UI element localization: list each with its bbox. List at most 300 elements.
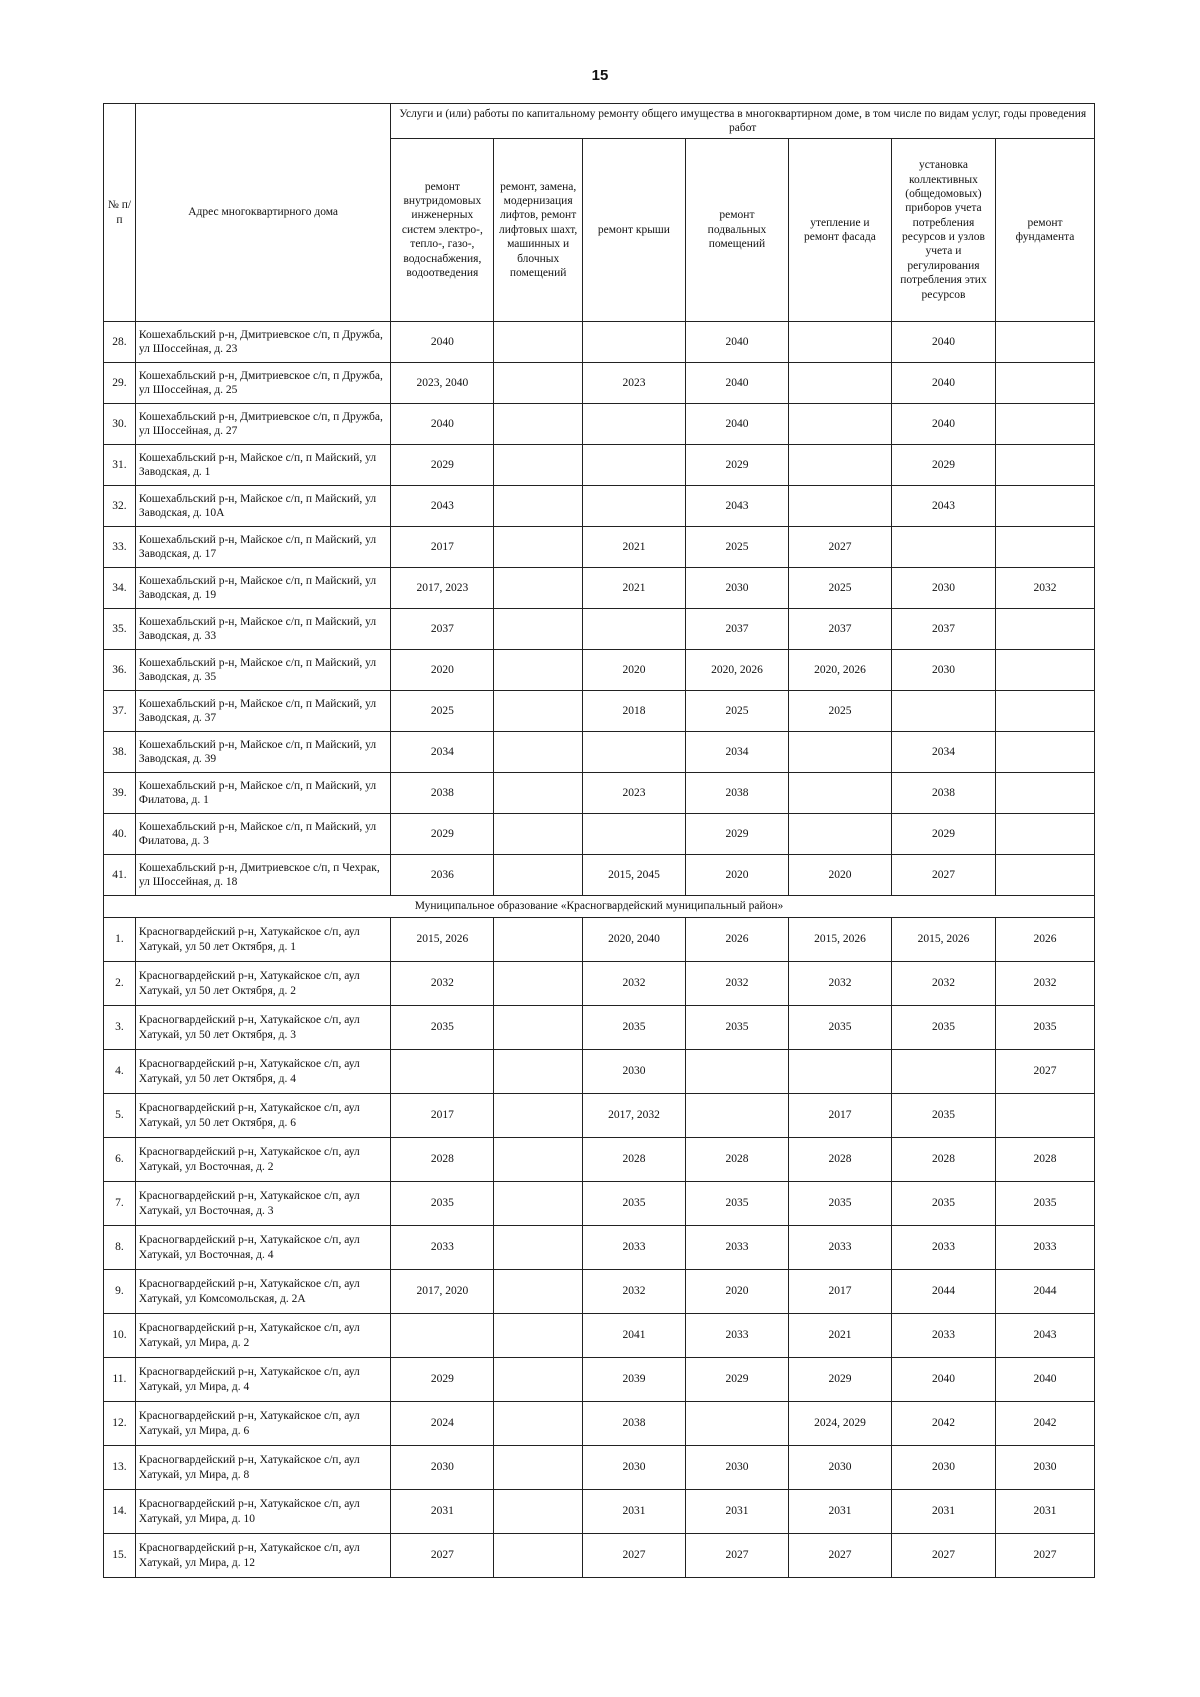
row-value <box>788 363 891 404</box>
row-number: 10. <box>104 1314 136 1358</box>
row-value: 2033 <box>391 1226 494 1270</box>
row-value <box>582 404 685 445</box>
row-value: 2017 <box>391 527 494 568</box>
row-value: 2030 <box>995 1446 1094 1490</box>
row-value: 2032 <box>995 568 1094 609</box>
row-value <box>582 486 685 527</box>
row-value: 2033 <box>995 1226 1094 1270</box>
row-value: 2033 <box>891 1314 995 1358</box>
table-row <box>104 1006 1095 1050</box>
row-value <box>391 1050 494 1094</box>
row-value: 2043 <box>891 486 995 527</box>
row-value <box>995 855 1094 896</box>
table-row <box>104 855 1095 896</box>
table-row <box>104 1094 1095 1138</box>
table-row <box>104 1358 1095 1402</box>
row-value: 2020, 2026 <box>685 650 788 691</box>
row-value: 2028 <box>685 1138 788 1182</box>
row-address: Красногвардейский р-н, Хатукайское с/п, аул Хатукай, ул Мира, д. 4 <box>135 1358 390 1402</box>
row-value <box>685 1050 788 1094</box>
capital-repair-table <box>103 103 1095 1578</box>
row-value <box>494 1270 583 1314</box>
row-value: 2030 <box>582 1050 685 1094</box>
table-body-krasnogvardeysky <box>104 918 1095 1578</box>
row-value <box>494 609 583 650</box>
row-value: 2020, 2026 <box>788 650 891 691</box>
table-row <box>104 486 1095 527</box>
row-value: 2035 <box>391 1006 494 1050</box>
table-row <box>104 609 1095 650</box>
row-value: 2035 <box>788 1006 891 1050</box>
table-row <box>104 363 1095 404</box>
table-row <box>104 773 1095 814</box>
row-value: 2030 <box>788 1446 891 1490</box>
row-value <box>494 1182 583 1226</box>
row-value: 2040 <box>891 404 995 445</box>
row-value: 2030 <box>582 1446 685 1490</box>
row-number: 30. <box>104 404 136 445</box>
row-number: 39. <box>104 773 136 814</box>
row-value <box>494 363 583 404</box>
row-value <box>582 609 685 650</box>
row-number: 33. <box>104 527 136 568</box>
row-value: 2031 <box>391 1490 494 1534</box>
row-value: 2020, 2040 <box>582 918 685 962</box>
row-value: 2021 <box>582 568 685 609</box>
row-address: Красногвардейский р-н, Хатукайское с/п, аул Хатукай, ул Мира, д. 10 <box>135 1490 390 1534</box>
row-value <box>995 814 1094 855</box>
row-value: 2033 <box>685 1226 788 1270</box>
row-address: Кошехабльский р-н, Майское с/п, п Майский, ул Заводская, д. 37 <box>135 691 390 732</box>
row-address: Кошехабльский р-н, Дмитриевское с/п, п Дружба, ул Шоссейная, д. 27 <box>135 404 390 445</box>
row-number: 6. <box>104 1138 136 1182</box>
row-address: Красногвардейский р-н, Хатукайское с/п, аул Хатукай, ул 50 лет Октября, д. 3 <box>135 1006 390 1050</box>
row-address: Кошехабльский р-н, Майское с/п, п Майский, ул Заводская, д. 19 <box>135 568 390 609</box>
row-value: 2025 <box>788 691 891 732</box>
table-row <box>104 404 1095 445</box>
row-address: Красногвардейский р-н, Хатукайское с/п, аул Хатукай, ул 50 лет Октября, д. 6 <box>135 1094 390 1138</box>
row-value: 2034 <box>891 732 995 773</box>
row-value: 2032 <box>891 962 995 1006</box>
row-value: 2030 <box>685 568 788 609</box>
table-row <box>104 1446 1095 1490</box>
header-col-meters: установка коллективных (общедомовых) приборов учета потребления ресурсов и узлов учета и регулирования потребления этих ресурсов <box>891 139 995 322</box>
row-number: 9. <box>104 1270 136 1314</box>
header-col-engineering: ремонт внутридомовых инженерных систем электро-, тепло-, газо-, водоснабжения, водоотведения <box>391 139 494 322</box>
row-number: 37. <box>104 691 136 732</box>
row-value: 2027 <box>391 1534 494 1578</box>
row-value: 2040 <box>685 322 788 363</box>
row-value <box>494 404 583 445</box>
table-row <box>104 1534 1095 1578</box>
row-address: Красногвардейский р-н, Хатукайское с/п, аул Хатукай, ул 50 лет Октября, д. 1 <box>135 918 390 962</box>
row-value: 2040 <box>891 322 995 363</box>
header-col-roof: ремонт крыши <box>582 139 685 322</box>
table-row <box>104 568 1095 609</box>
row-value: 2040 <box>391 322 494 363</box>
row-value: 2029 <box>685 445 788 486</box>
row-value <box>494 962 583 1006</box>
row-address: Красногвардейский р-н, Хатукайское с/п, аул Хатукай, ул Восточная, д. 2 <box>135 1138 390 1182</box>
row-number: 12. <box>104 1402 136 1446</box>
row-value: 2015, 2026 <box>891 918 995 962</box>
row-value <box>494 322 583 363</box>
row-value <box>995 773 1094 814</box>
row-number: 13. <box>104 1446 136 1490</box>
table-row <box>104 1226 1095 1270</box>
row-number: 8. <box>104 1226 136 1270</box>
row-value: 2017 <box>788 1270 891 1314</box>
row-value: 2044 <box>995 1270 1094 1314</box>
row-value: 2021 <box>582 527 685 568</box>
row-value: 2032 <box>391 962 494 1006</box>
row-value: 2036 <box>391 855 494 896</box>
row-value: 2040 <box>391 404 494 445</box>
row-value: 2035 <box>891 1182 995 1226</box>
row-address: Кошехабльский р-н, Дмитриевское с/п, п Чехрак, ул Шоссейная, д. 18 <box>135 855 390 896</box>
row-value <box>788 814 891 855</box>
row-value: 2035 <box>685 1006 788 1050</box>
row-value: 2020 <box>391 650 494 691</box>
header-address: Адрес многоквартирного дома <box>135 104 390 322</box>
row-value: 2026 <box>685 918 788 962</box>
row-value <box>494 1534 583 1578</box>
row-value: 2042 <box>891 1402 995 1446</box>
row-number: 29. <box>104 363 136 404</box>
table-row <box>104 650 1095 691</box>
row-number: 34. <box>104 568 136 609</box>
row-value <box>891 691 995 732</box>
row-value: 2024, 2029 <box>788 1402 891 1446</box>
row-value <box>494 918 583 962</box>
row-address: Красногвардейский р-н, Хатукайское с/п, аул Хатукай, ул Мира, д. 12 <box>135 1534 390 1578</box>
row-value <box>891 1050 995 1094</box>
row-value: 2031 <box>582 1490 685 1534</box>
row-value <box>995 486 1094 527</box>
table-row <box>104 1182 1095 1226</box>
row-value: 2031 <box>685 1490 788 1534</box>
row-address: Кошехабльский р-н, Майское с/п, п Майский, ул Заводская, д. 35 <box>135 650 390 691</box>
row-value <box>995 445 1094 486</box>
row-value <box>788 732 891 773</box>
row-value: 2025 <box>685 527 788 568</box>
row-value <box>788 486 891 527</box>
header-col-elevators: ремонт, замена, модернизация лифтов, ремонт лифтовых шахт, машинных и блочных помещений <box>494 139 583 322</box>
row-value: 2025 <box>788 568 891 609</box>
row-value: 2031 <box>995 1490 1094 1534</box>
row-value: 2021 <box>788 1314 891 1358</box>
header-col-foundation: ремонт фундамента <box>995 139 1094 322</box>
row-number: 38. <box>104 732 136 773</box>
row-address: Кошехабльский р-н, Майское с/п, п Майский, ул Заводская, д. 39 <box>135 732 390 773</box>
table-row <box>104 691 1095 732</box>
row-value: 2033 <box>891 1226 995 1270</box>
page-number: 15 <box>591 67 609 84</box>
row-value <box>995 363 1094 404</box>
row-value: 2035 <box>582 1006 685 1050</box>
row-address: Красногвардейский р-н, Хатукайское с/п, аул Хатукай, ул Восточная, д. 4 <box>135 1226 390 1270</box>
row-value: 2029 <box>891 445 995 486</box>
header-group: Услуги и (или) работы по капитальному ремонту общего имущества в многоквартирном доме, в том числе по видам услуг, годы проведения работ <box>391 104 1095 139</box>
row-number: 36. <box>104 650 136 691</box>
row-value: 2032 <box>582 962 685 1006</box>
row-value: 2032 <box>582 1270 685 1314</box>
row-value: 2020 <box>685 1270 788 1314</box>
table-row <box>104 445 1095 486</box>
row-value <box>995 322 1094 363</box>
row-value: 2029 <box>391 1358 494 1402</box>
row-number: 35. <box>104 609 136 650</box>
row-value <box>582 814 685 855</box>
row-value <box>494 1006 583 1050</box>
row-value: 2035 <box>391 1182 494 1226</box>
table-row <box>104 732 1095 773</box>
row-value <box>494 1094 583 1138</box>
row-value: 2037 <box>788 609 891 650</box>
row-number: 31. <box>104 445 136 486</box>
table-body-koshekhabl <box>104 322 1095 896</box>
row-number: 11. <box>104 1358 136 1402</box>
row-address: Кошехабльский р-н, Майское с/п, п Майский, ул Заводская, д. 17 <box>135 527 390 568</box>
table-row <box>104 1270 1095 1314</box>
row-value: 2028 <box>891 1138 995 1182</box>
row-value <box>788 1050 891 1094</box>
row-value: 2035 <box>891 1006 995 1050</box>
table-row <box>104 1314 1095 1358</box>
row-value: 2028 <box>995 1138 1094 1182</box>
row-number: 1. <box>104 918 136 962</box>
row-value <box>494 1490 583 1534</box>
row-value: 2017 <box>788 1094 891 1138</box>
row-value: 2027 <box>891 855 995 896</box>
row-value: 2028 <box>788 1138 891 1182</box>
row-address: Красногвардейский р-н, Хатукайское с/п, аул Хатукай, ул Восточная, д. 3 <box>135 1182 390 1226</box>
row-value: 2023 <box>582 773 685 814</box>
row-value: 2018 <box>582 691 685 732</box>
table-row <box>104 1050 1095 1094</box>
row-value: 2027 <box>685 1534 788 1578</box>
row-value <box>582 445 685 486</box>
row-number: 3. <box>104 1006 136 1050</box>
row-value: 2017 <box>391 1094 494 1138</box>
row-value: 2030 <box>891 650 995 691</box>
row-number: 5. <box>104 1094 136 1138</box>
row-value: 2038 <box>891 773 995 814</box>
row-address: Кошехабльский р-н, Майское с/п, п Майский, ул Заводская, д. 1 <box>135 445 390 486</box>
row-value <box>582 732 685 773</box>
row-value <box>494 1446 583 1490</box>
table-row <box>104 1402 1095 1446</box>
row-value: 2038 <box>582 1402 685 1446</box>
row-value <box>494 814 583 855</box>
table-row <box>104 1138 1095 1182</box>
header-col-facade: утепление и ремонт фасада <box>788 139 891 322</box>
row-value: 2040 <box>891 1358 995 1402</box>
row-value: 2027 <box>995 1534 1094 1578</box>
row-value: 2038 <box>685 773 788 814</box>
row-value <box>391 1314 494 1358</box>
row-value <box>685 1094 788 1138</box>
row-value: 2033 <box>788 1226 891 1270</box>
row-value: 2043 <box>995 1314 1094 1358</box>
row-value <box>494 1138 583 1182</box>
row-address: Красногвардейский р-н, Хатукайское с/п, аул Хатукай, ул Мира, д. 6 <box>135 1402 390 1446</box>
row-value <box>995 650 1094 691</box>
row-value: 2030 <box>891 568 995 609</box>
row-value: 2034 <box>391 732 494 773</box>
row-value: 2029 <box>891 814 995 855</box>
header-col-basement: ремонт подвальных помещений <box>685 139 788 322</box>
row-value <box>494 773 583 814</box>
table-row <box>104 322 1095 363</box>
row-address: Красногвардейский р-н, Хатукайское с/п, аул Хатукай, ул Мира, д. 2 <box>135 1314 390 1358</box>
row-address: Кошехабльский р-н, Дмитриевское с/п, п Дружба, ул Шоссейная, д. 25 <box>135 363 390 404</box>
row-value: 2032 <box>685 962 788 1006</box>
row-value: 2035 <box>891 1094 995 1138</box>
row-value: 2041 <box>582 1314 685 1358</box>
row-value <box>995 404 1094 445</box>
row-value <box>788 404 891 445</box>
row-value: 2027 <box>788 527 891 568</box>
row-value <box>494 732 583 773</box>
row-value: 2030 <box>685 1446 788 1490</box>
row-value: 2023, 2040 <box>391 363 494 404</box>
row-value <box>995 1094 1094 1138</box>
row-number: 32. <box>104 486 136 527</box>
row-value <box>494 486 583 527</box>
row-value <box>494 1226 583 1270</box>
table-row <box>104 1490 1095 1534</box>
row-number: 14. <box>104 1490 136 1534</box>
row-value: 2043 <box>391 486 494 527</box>
row-value: 2025 <box>685 691 788 732</box>
row-value: 2042 <box>995 1402 1094 1446</box>
row-number: 4. <box>104 1050 136 1094</box>
row-address: Кошехабльский р-н, Майское с/п, п Майский, ул Филатова, д. 1 <box>135 773 390 814</box>
row-value <box>685 1402 788 1446</box>
row-value: 2044 <box>891 1270 995 1314</box>
row-value: 2032 <box>788 962 891 1006</box>
row-value: 2029 <box>685 814 788 855</box>
row-value: 2029 <box>391 814 494 855</box>
row-value: 2035 <box>995 1182 1094 1226</box>
row-value <box>995 527 1094 568</box>
row-value: 2017, 2023 <box>391 568 494 609</box>
row-value: 2033 <box>582 1226 685 1270</box>
row-value: 2043 <box>685 486 788 527</box>
row-value <box>494 691 583 732</box>
row-number: 40. <box>104 814 136 855</box>
row-value <box>891 527 995 568</box>
row-address: Красногвардейский р-н, Хатукайское с/п, аул Хатукай, ул 50 лет Октября, д. 2 <box>135 962 390 1006</box>
row-value: 2039 <box>582 1358 685 1402</box>
row-value <box>788 773 891 814</box>
row-value: 2030 <box>891 1446 995 1490</box>
row-value: 2035 <box>685 1182 788 1226</box>
row-value: 2029 <box>391 445 494 486</box>
row-number: 28. <box>104 322 136 363</box>
row-value: 2040 <box>891 363 995 404</box>
row-value: 2035 <box>788 1182 891 1226</box>
row-value: 2015, 2045 <box>582 855 685 896</box>
row-value: 2034 <box>685 732 788 773</box>
section-heading: Муниципальное образование «Красногвардейский муниципальный район» <box>104 896 1095 918</box>
row-value: 2038 <box>391 773 494 814</box>
row-value <box>582 322 685 363</box>
row-value: 2030 <box>391 1446 494 1490</box>
row-number: 7. <box>104 1182 136 1226</box>
row-value <box>788 322 891 363</box>
row-value <box>494 650 583 691</box>
table-row <box>104 814 1095 855</box>
row-value <box>995 691 1094 732</box>
row-value <box>494 445 583 486</box>
row-address: Красногвардейский р-н, Хатукайское с/п, аул Хатукай, ул 50 лет Октября, д. 4 <box>135 1050 390 1094</box>
row-value: 2027 <box>995 1050 1094 1094</box>
row-value: 2017, 2032 <box>582 1094 685 1138</box>
row-value: 2020 <box>582 650 685 691</box>
row-value <box>494 855 583 896</box>
row-value: 2035 <box>995 1006 1094 1050</box>
row-value: 2029 <box>685 1358 788 1402</box>
row-value: 2027 <box>582 1534 685 1578</box>
row-value: 2026 <box>995 918 1094 962</box>
row-value <box>494 1050 583 1094</box>
row-value: 2020 <box>788 855 891 896</box>
row-address: Красногвардейский р-н, Хатукайское с/п, аул Хатукай, ул Мира, д. 8 <box>135 1446 390 1490</box>
row-value: 2015, 2026 <box>391 918 494 962</box>
row-address: Кошехабльский р-н, Дмитриевское с/п, п Дружба, ул Шоссейная, д. 23 <box>135 322 390 363</box>
row-value: 2028 <box>391 1138 494 1182</box>
row-value <box>494 1358 583 1402</box>
row-value: 2025 <box>391 691 494 732</box>
row-value: 2031 <box>891 1490 995 1534</box>
row-value: 2023 <box>582 363 685 404</box>
row-value: 2040 <box>995 1358 1094 1402</box>
table-row <box>104 527 1095 568</box>
row-value: 2020 <box>685 855 788 896</box>
row-value: 2040 <box>685 363 788 404</box>
row-value: 2024 <box>391 1402 494 1446</box>
row-address: Кошехабльский р-н, Майское с/п, п Майский, ул Заводская, д. 33 <box>135 609 390 650</box>
row-value <box>788 445 891 486</box>
row-number: 41. <box>104 855 136 896</box>
row-value <box>494 1314 583 1358</box>
row-number: 2. <box>104 962 136 1006</box>
row-address: Красногвардейский р-н, Хатукайское с/п, аул Хатукай, ул Комсомольская, д. 2А <box>135 1270 390 1314</box>
row-value: 2033 <box>685 1314 788 1358</box>
header-num: № п/п <box>104 104 136 322</box>
row-value: 2040 <box>685 404 788 445</box>
row-value <box>494 568 583 609</box>
row-value: 2037 <box>685 609 788 650</box>
row-value: 2032 <box>995 962 1094 1006</box>
row-value: 2037 <box>891 609 995 650</box>
row-value: 2028 <box>582 1138 685 1182</box>
row-value: 2017, 2020 <box>391 1270 494 1314</box>
row-number: 15. <box>104 1534 136 1578</box>
row-value <box>494 1402 583 1446</box>
row-value <box>995 732 1094 773</box>
row-address: Кошехабльский р-н, Майское с/п, п Майский, ул Филатова, д. 3 <box>135 814 390 855</box>
row-value: 2031 <box>788 1490 891 1534</box>
row-value: 2029 <box>788 1358 891 1402</box>
row-value <box>494 527 583 568</box>
row-value: 2015, 2026 <box>788 918 891 962</box>
row-value: 2037 <box>391 609 494 650</box>
row-address: Кошехабльский р-н, Майское с/п, п Майский, ул Заводская, д. 10А <box>135 486 390 527</box>
table-row <box>104 918 1095 962</box>
